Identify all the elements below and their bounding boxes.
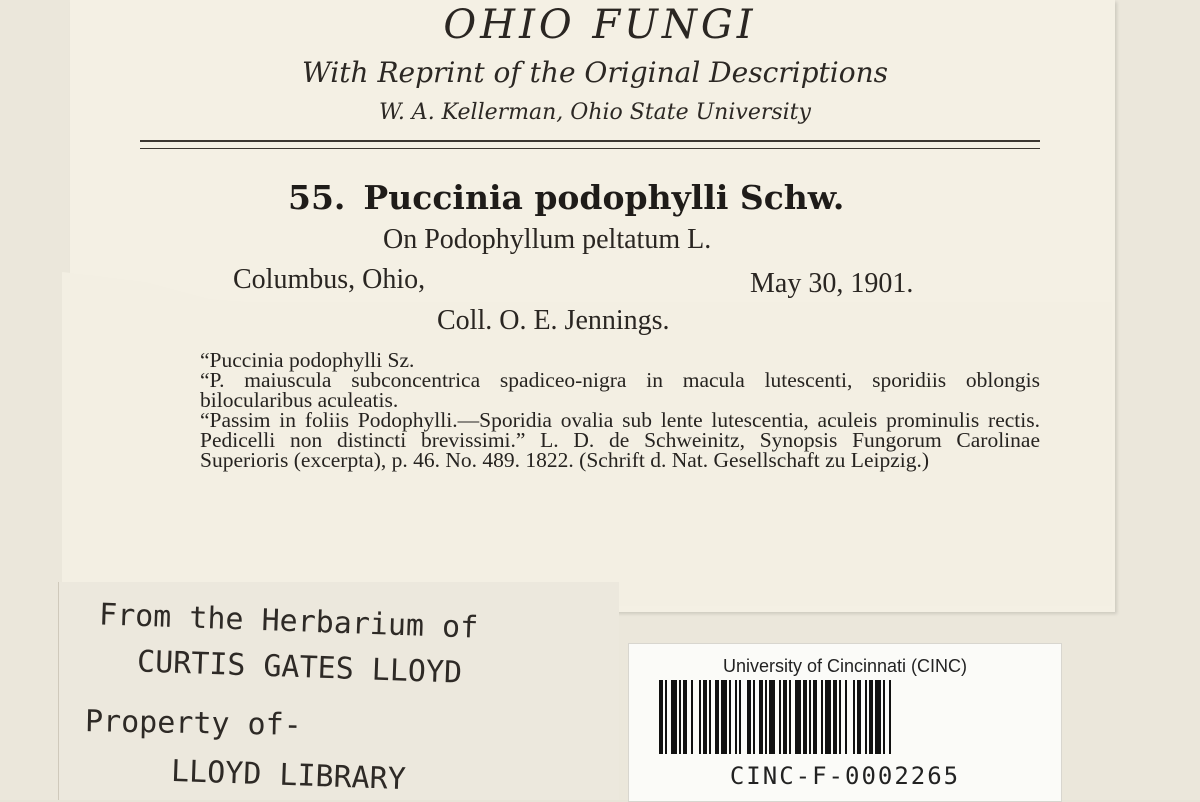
species-name: Puccinia podophylli Schw. bbox=[363, 178, 845, 217]
barcode-bar bbox=[715, 680, 719, 754]
stamp-line-4: LLOYD LIBRARY bbox=[170, 753, 407, 798]
series-title: OHIO FUNGI bbox=[443, 2, 757, 48]
barcode-bar bbox=[821, 680, 823, 754]
barcode-bar bbox=[735, 680, 737, 754]
host-plant: On Podophyllum peltatum L. bbox=[383, 224, 712, 255]
barcode-bar bbox=[853, 680, 855, 754]
barcode-bar bbox=[779, 680, 781, 754]
barcode-bar bbox=[857, 680, 861, 754]
barcode-bar bbox=[795, 680, 801, 754]
barcode-bar bbox=[769, 680, 775, 754]
barcode-bar bbox=[845, 680, 847, 754]
barcode-bar bbox=[683, 680, 687, 754]
barcode-catalog-number: CINC-F-0002265 bbox=[729, 762, 961, 790]
collection-date: May 30, 1901. bbox=[750, 268, 914, 299]
barcode-bar bbox=[889, 680, 891, 754]
collection-locality: Columbus, Ohio, bbox=[233, 264, 426, 295]
barcode-bar bbox=[789, 680, 791, 754]
barcode-bar bbox=[833, 680, 837, 754]
barcode-bar bbox=[671, 680, 677, 754]
lloyd-herbarium-stamp bbox=[58, 582, 619, 800]
barcode-bar bbox=[875, 680, 881, 754]
barcode-bar bbox=[721, 680, 727, 754]
barcode-icon bbox=[659, 680, 1031, 754]
barcode-bar bbox=[659, 680, 663, 754]
species-heading bbox=[288, 178, 844, 217]
barcode-bar bbox=[813, 680, 817, 754]
barcode-bar bbox=[783, 680, 787, 754]
barcode-bar bbox=[803, 680, 807, 754]
original-description bbox=[200, 350, 1040, 470]
barcode-institution: University of Cincinnati (CINC) bbox=[722, 656, 968, 676]
description-paragraph-3: “Passim in foliis Podophylli.—Sporidia ovalia sub lente lutescentia, aculeis prominulis rectis. Pedicelli non distincti brevissimi.” L. D. de Schweinitz, Synopsis Fungorum Carolinae Superioris (excerpta), p. 46. No. 489. 1822. (Schrift d. Nat. Gesellschaft zu Leipzig.) bbox=[200, 408, 1040, 472]
barcode-label bbox=[628, 643, 1062, 802]
barcode-bar bbox=[759, 680, 763, 754]
description-line-1: “Puccinia podophylli Sz. bbox=[200, 348, 415, 372]
header-rule-thick bbox=[140, 140, 1040, 142]
series-subtitle: With Reprint of the Original Descriptions bbox=[302, 56, 888, 89]
barcode-bar bbox=[739, 680, 741, 754]
stamp-line-2: CURTIS GATES LLOYD bbox=[136, 644, 463, 691]
specimen-number: 55. bbox=[288, 178, 346, 217]
barcode-bar bbox=[665, 680, 667, 754]
collector: Coll. O. E. Jennings. bbox=[437, 305, 670, 336]
stamp-line-3: Property of- bbox=[84, 704, 303, 743]
barcode-bar bbox=[869, 680, 873, 754]
barcode-bar bbox=[865, 680, 867, 754]
barcode-bar bbox=[839, 680, 841, 754]
barcode-bar bbox=[747, 680, 751, 754]
barcode-bar bbox=[765, 680, 767, 754]
barcode-bar bbox=[679, 680, 681, 754]
barcode-bar bbox=[753, 680, 755, 754]
barcode-bar bbox=[729, 680, 731, 754]
barcode-bar bbox=[699, 680, 701, 754]
header-rule-thin bbox=[140, 148, 1040, 149]
barcode-bar bbox=[825, 680, 831, 754]
description-paragraph-2: “P. maiuscula subconcentrica spadiceo-nigra in macula lutescenti, sporidiis oblongis bilocularibus aculeatis. bbox=[200, 368, 1040, 412]
barcode-bar bbox=[883, 680, 885, 754]
barcode-bar bbox=[709, 680, 711, 754]
stamp-line-1: From the Herbarium of bbox=[98, 597, 479, 646]
barcode-bar bbox=[809, 680, 811, 754]
series-author: W. A. Kellerman, Ohio State University bbox=[379, 100, 811, 125]
barcode-bar bbox=[691, 680, 693, 754]
barcode-bar bbox=[703, 680, 707, 754]
